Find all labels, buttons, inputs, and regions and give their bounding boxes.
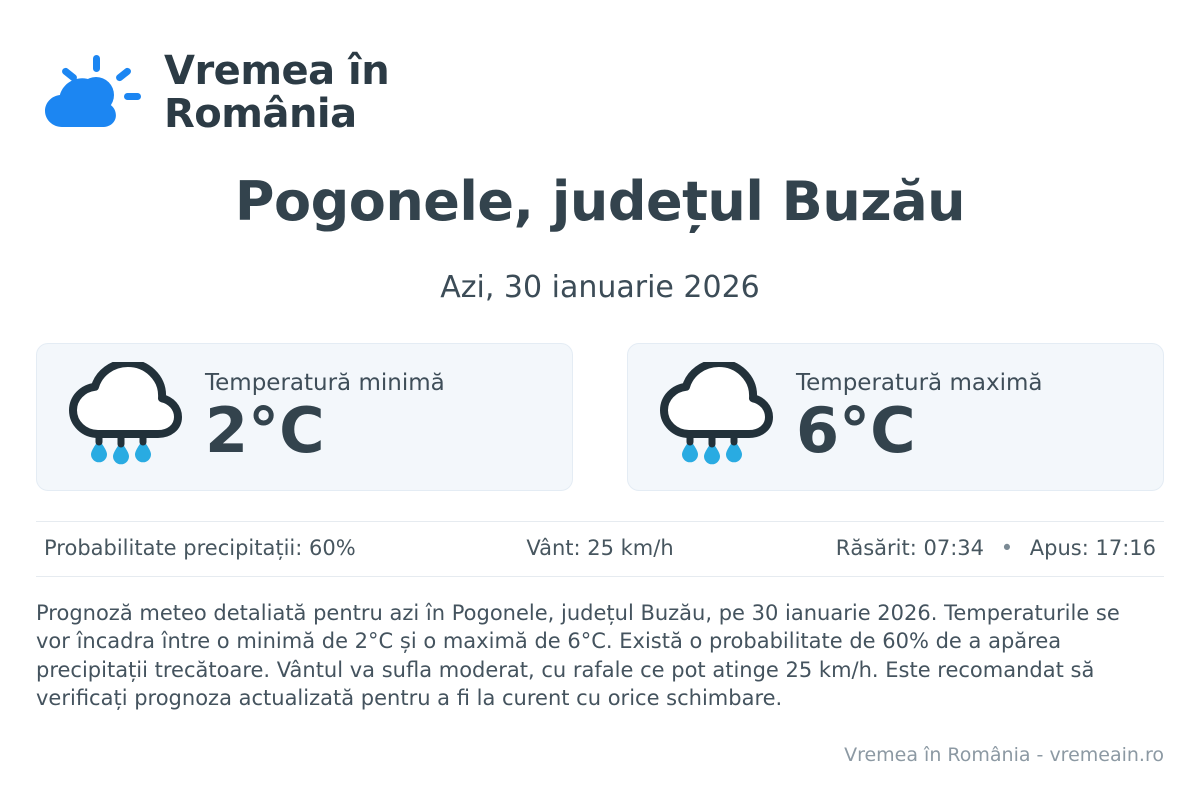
stat-precipitation: Probabilitate precipitații: 60% — [44, 535, 356, 560]
weather-stats-row — [36, 521, 1164, 577]
stat-sun-times — [785, 536, 1156, 560]
sun-cloud-icon — [36, 53, 146, 133]
temperature-cards — [36, 343, 1164, 491]
card-min-value: 2°C — [205, 394, 325, 467]
brand-title-line1: Vremea în — [164, 48, 390, 94]
brand-title-line2: România — [164, 91, 357, 138]
stat-sunset: Apus: 17:16 — [1029, 535, 1157, 560]
brand-header — [36, 0, 1164, 136]
card-min-text — [205, 370, 445, 467]
stat-separator: • — [1000, 535, 1014, 560]
footer-credit: Vremea în România - vremeain.ro — [844, 744, 1164, 766]
card-max-text — [796, 370, 1043, 467]
stat-wind: Vânt: 25 km/h — [526, 535, 674, 560]
card-max-label: Temperatură maximă — [796, 370, 1043, 396]
card-min-label: Temperatură minimă — [205, 370, 445, 396]
card-min-temperature — [36, 343, 573, 491]
page-title: Pogonele, județul Buzău — [234, 170, 966, 234]
card-max-temperature — [627, 343, 1164, 491]
card-max-value: 6°C — [796, 394, 916, 467]
forecast-description: Prognoză meteo detaliată pentru azi în Pogonele, județul Buzău, pe 30 ianuarie 2026. Temperaturile se vor încadra între o minimă de 2°C și o maximă de 6°C. Există o probabilitate de 60% de a apărea precipitații trecătoare. Vântul va sufla moderat, cu rafale ce pot atinge 25 km/h. Este recomandat să verificați prognoza actualizată pentru a fi la curent cu orice schimbare. — [36, 600, 1120, 711]
rain-cloud-icon — [63, 362, 183, 472]
stat-sunrise: Răsărit: 07:34 — [835, 535, 985, 560]
rain-cloud-icon — [654, 362, 774, 472]
page-date: Azi, 30 ianuarie 2026 — [440, 269, 760, 305]
brand-title — [164, 50, 389, 136]
